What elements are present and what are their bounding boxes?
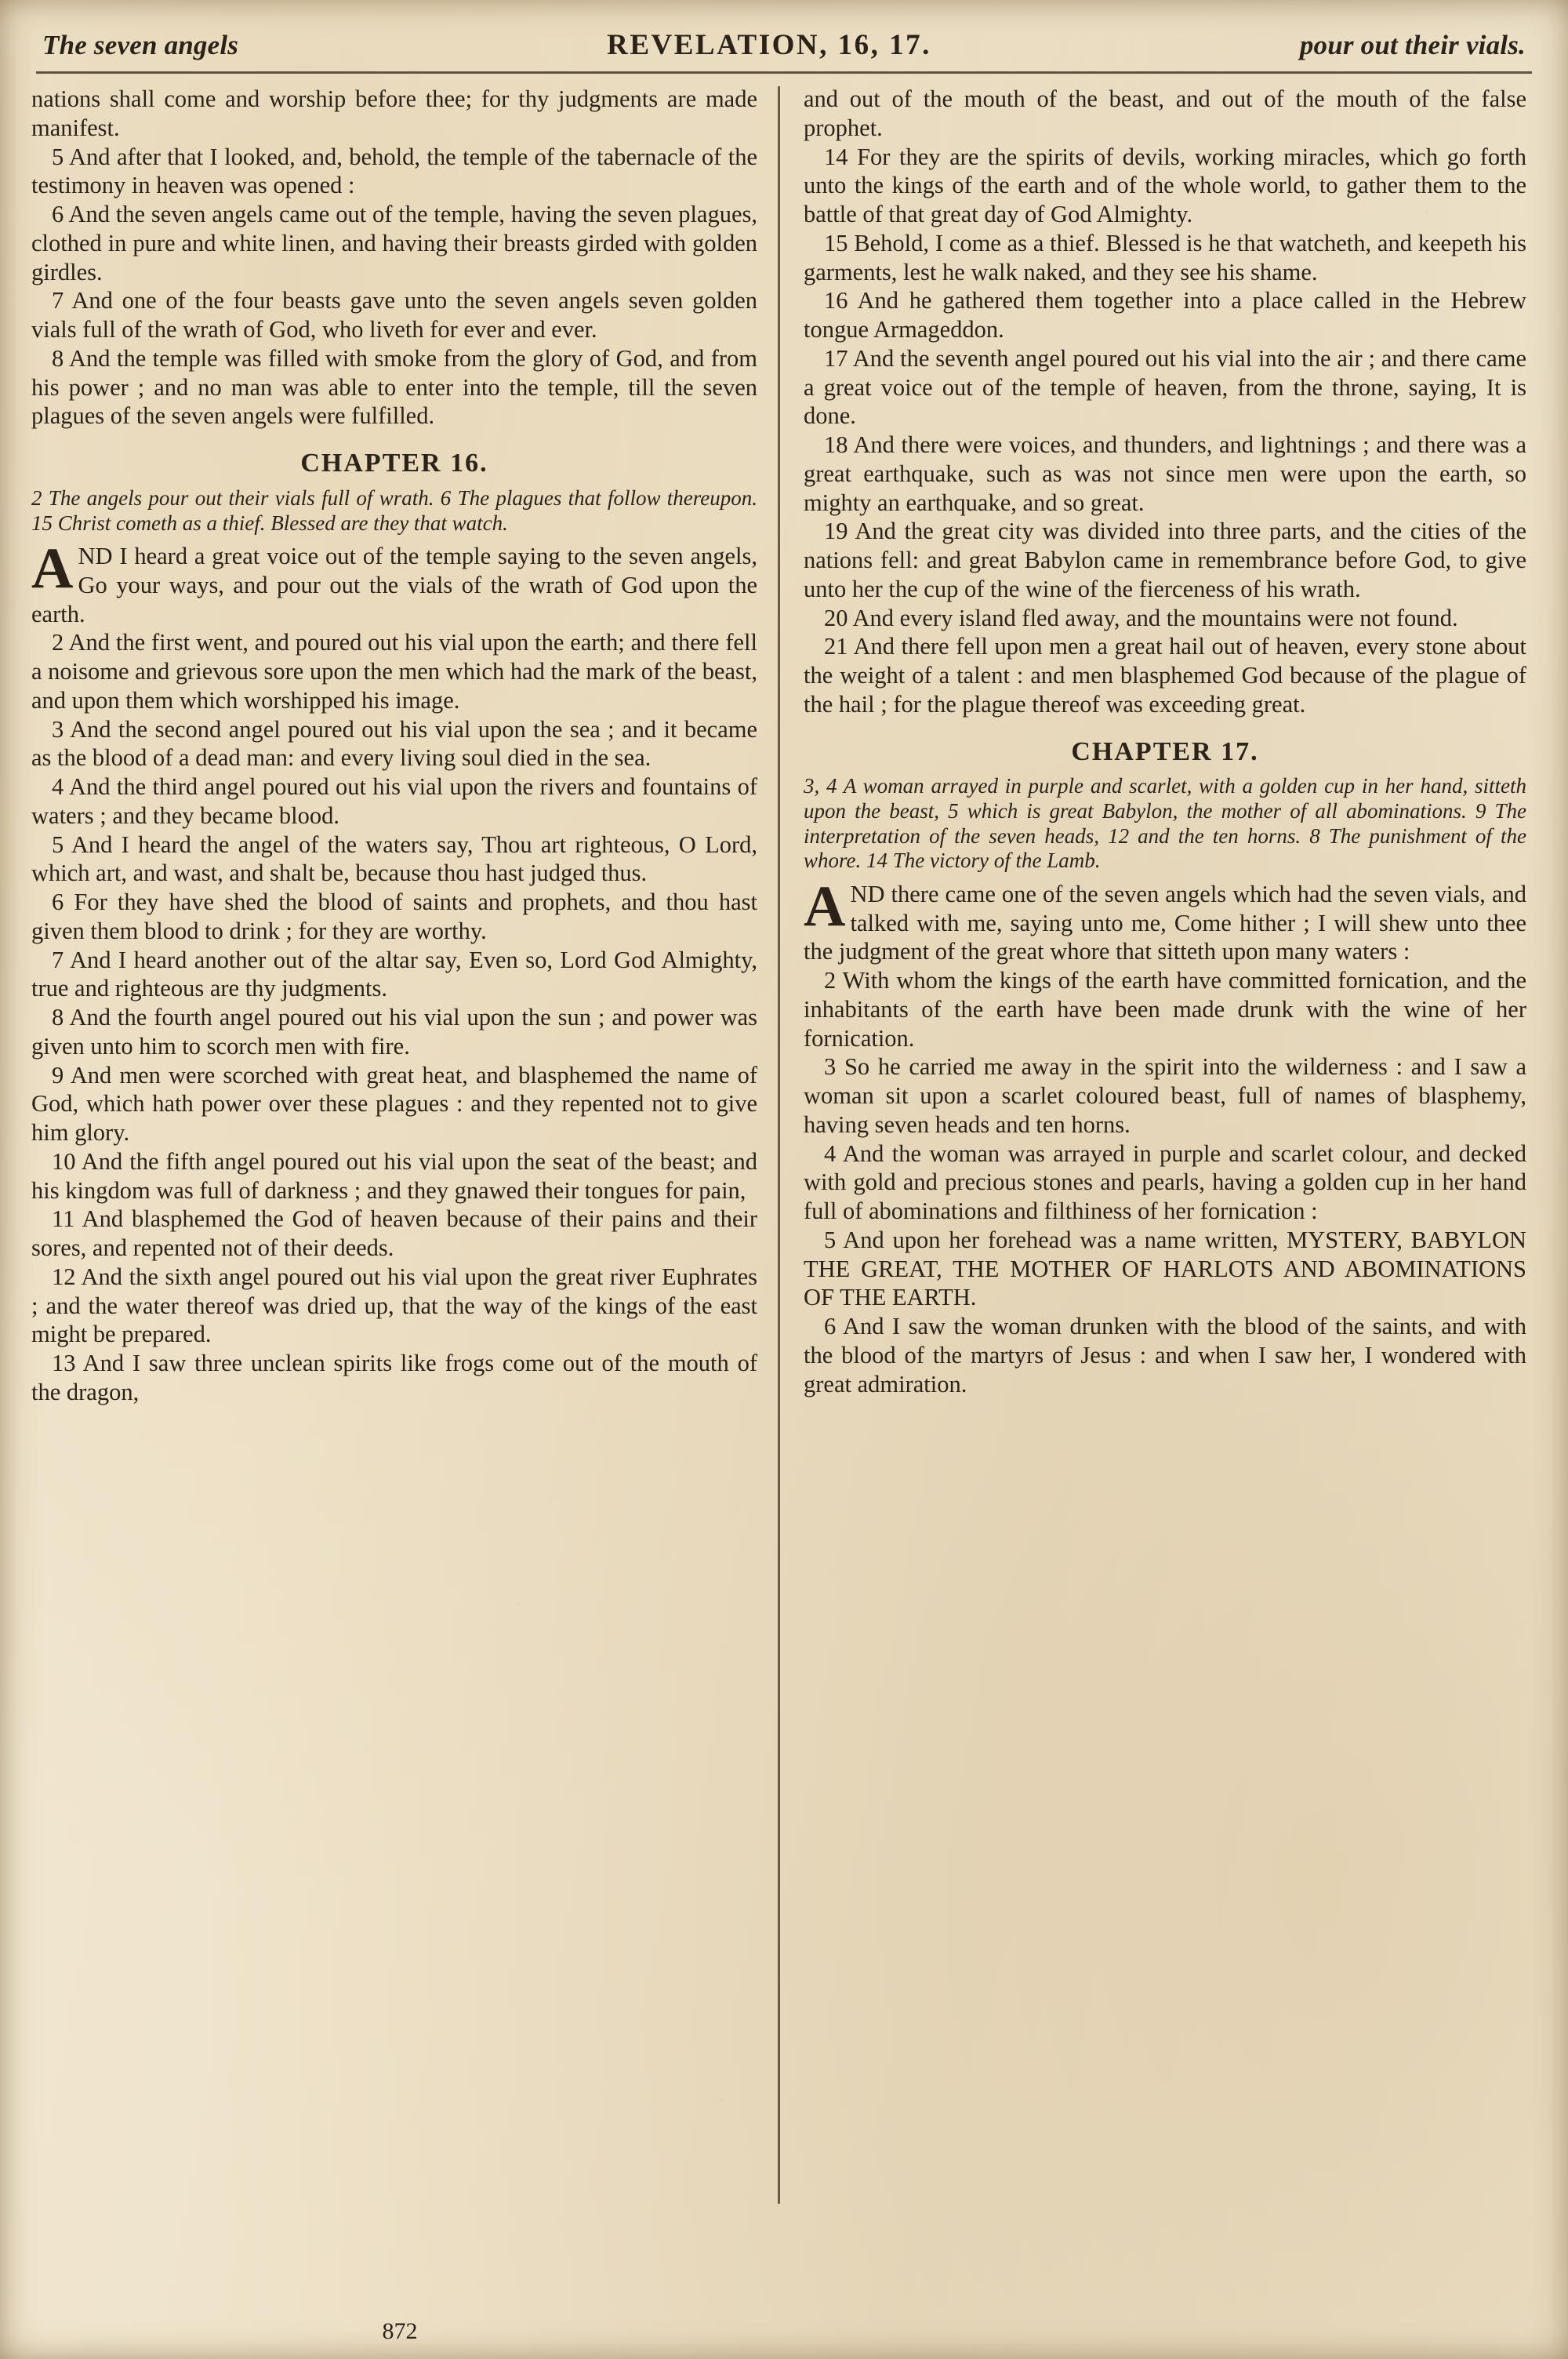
running-head-left: The seven angels	[42, 30, 239, 60]
verse-paragraph: 15 Behold, I come as a thief. Blessed is he that watcheth, and keepeth his garments, lest he walk naked, and they see his shame.	[804, 229, 1526, 285]
verse-paragraph: 14 For they are the spirits of devils, working miracles, which go forth unto the kings of the earth and of the whole world, to gather them to the battle of that great day of God Almighty.	[804, 143, 1526, 227]
page-number: 872	[382, 2318, 418, 2344]
chapter-heading-16: CHAPTER 16.	[300, 449, 488, 478]
left-column	[31, 85, 778, 2304]
text-columns	[31, 85, 1537, 2304]
running-head-right: pour out their vials.	[1299, 30, 1526, 60]
verse-paragraph-first	[31, 536, 757, 628]
verse-paragraph: 9 And men were scorched with great heat, and blasphemed the name of God, which hath power over these plagues : and they repented not to give him glory.	[31, 1061, 757, 1147]
page-number-area	[0, 2318, 1568, 2345]
verse-paragraph: 11 And blasphemed the God of heaven because of their pains and their sores, and repented not of their deeds.	[31, 1205, 757, 1262]
verse-paragraph: 8 And the fourth angel poured out his vial upon the sun ; and power was given unto him to scorch men with fire.	[31, 1004, 757, 1060]
verse-paragraph: 7 And I heard another out of the altar say, Even so, Lord God Almighty, true and righteous are thy judgments.	[31, 946, 757, 1002]
column-divider-rule	[778, 86, 780, 2204]
verse-paragraph: 10 And the fifth angel poured out his vial upon the seat of the beast; and his kingdom was full of darkness ; and they gnawed their tongues for pain,	[31, 1147, 757, 1204]
verse-paragraph: 18 And there were voices, and thunders, and lightnings ; and there was a great earthquake, such as was not since men were upon the earth, so mighty an earthquake, and so great.	[804, 431, 1526, 516]
verse-paragraph: 2 With whom the kings of the earth have committed fornication, and the inhabitants of the earth have been made drunk with the wine of her fornication.	[804, 967, 1526, 1052]
verse-paragraph-first	[804, 874, 1526, 966]
verse-paragraph: 5 And upon her forehead was a name written, MYSTERY, BABYLON THE GREAT, THE MOTHER OF HARLOTS AND ABOMINATIONS OF THE EARTH.	[804, 1226, 1526, 1311]
drop-cap-letter: A	[31, 536, 74, 602]
verse-paragraph: 4 And the third angel poured out his vial upon the rivers and fountains of waters ; and they became blood.	[31, 773, 757, 829]
header-rule	[36, 71, 1532, 74]
verse-paragraph: 13 And I saw three unclean spirits like frogs come out of the mouth of the dragon,	[31, 1350, 757, 1405]
verse-paragraph: 3 And the second angel poured out his vial upon the sea ; and it became as the blood of a dead man: and every living soul died in the sea.	[31, 715, 757, 772]
verse-paragraph: 12 And the sixth angel poured out his vial upon the great river Euphrates ; and the water thereof was dried up, that the way of the kings of the east might be prepared.	[31, 1263, 757, 1348]
running-head-center: REVELATION, 16, 17.	[607, 29, 931, 61]
verse-text: ND I heard a great voice out of the temple saying to the seven angels, Go your ways, and pour out the vials of the wrath of God upon the earth.	[31, 543, 757, 627]
verse-paragraph: 6 For they have shed the blood of saints and prophets, and thou hast given them blood to drink ; for they are worthy.	[31, 889, 757, 944]
chapter-argument-16: 2 The angels pour out their vials full of wrath. 6 The plagues that follow thereupon. 15 Christ cometh as a thief. Blessed are they that watch.	[31, 485, 757, 535]
verse-paragraph: 16 And he gathered them together into a place called in the Hebrew tongue Armageddon.	[804, 287, 1526, 343]
chapter-heading-17: CHAPTER 17.	[1071, 736, 1259, 766]
verse-paragraph: and out of the mouth of the beast, and out of the mouth of the false prophet.	[804, 85, 1526, 141]
verse-paragraph: 5 And I heard the angel of the waters say, Thou art righteous, O Lord, which art, and wast, and shalt be, because thou hast judged thus.	[31, 831, 757, 887]
verse-paragraph: 2 And the first went, and poured out his vial upon the earth; and there fell a noisome and grievous sore upon the men which had the mark of the beast, and upon them which worshipped his image.	[31, 629, 757, 714]
verse-paragraph: nations shall come and worship before thee; for thy judgments are made manifest.	[31, 85, 757, 141]
verse-paragraph: 5 And after that I looked, and, behold, the temple of the tabernacle of the testimony in heaven was opened :	[31, 143, 757, 199]
verse-text: ND there came one of the seven angels which had the seven vials, and talked with me, saying unto me, Come hither ; I will shew unto thee the judgment of the great whore that sitteth upon many waters :	[804, 880, 1526, 965]
running-head	[31, 28, 1537, 70]
verse-paragraph: 3 So he carried me away in the spirit into the wilderness : and I saw a woman sit upon a scarlet coloured beast, full of names of blasphemy, having seven heads and ten horns.	[804, 1053, 1526, 1138]
drop-cap-letter: A	[804, 874, 846, 939]
verse-paragraph: 6 And the seven angels came out of the temple, having the seven plagues, clothed in pure and white linen, and having their breasts girded with golden girdles.	[31, 201, 757, 285]
verse-paragraph: 21 And there fell upon men a great hail out of heaven, every stone about the weight of a talent : and men blasphemed God because of the plague of the hail ; for the plague thereof was exceeding great.	[804, 633, 1526, 718]
verse-paragraph: 6 And I saw the woman drunken with the blood of the saints, and with the blood of the martyrs of Jesus : and when I saw her, I wondered with great admiration.	[804, 1313, 1526, 1398]
verse-paragraph: 17 And the seventh angel poured out his vial into the air ; and there came a great voice out of the temple of heaven, from the throne, saying, It is done.	[804, 344, 1526, 430]
chapter-argument-17: 3, 4 A woman arrayed in purple and scarlet, with a golden cup in her hand, sitteth upon the beast, 5 which is great Babylon, the mother of all abominations. 9 The interpretation of the seven heads, 12 and the ten horns. 8 The punishment of the whore. 14 The victory of the Lamb.	[804, 774, 1526, 873]
verse-paragraph: 20 And every island fled away, and the mountains were not found.	[824, 604, 1458, 631]
right-column	[780, 85, 1526, 2304]
verse-paragraph: 19 And the great city was divided into three parts, and the cities of the nations fell: and great Babylon came in remembrance before God, to give unto her the cup of the wine of the fierceness of his wrath.	[804, 518, 1526, 602]
verse-paragraph: 7 And one of the four beasts gave unto the seven angels seven golden vials full of the wrath of God, who liveth for ever and ever.	[31, 287, 757, 343]
verse-paragraph: 4 And the woman was arrayed in purple and scarlet colour, and decked with gold and precious stones and pearls, having a golden cup in her hand full of abominations and filthiness of her fornication :	[804, 1140, 1526, 1225]
verse-paragraph: 8 And the temple was filled with smoke from the glory of God, and from his power ; and no man was able to enter into the temple, till the seven plagues of the seven angels were fulfilled.	[31, 344, 757, 430]
